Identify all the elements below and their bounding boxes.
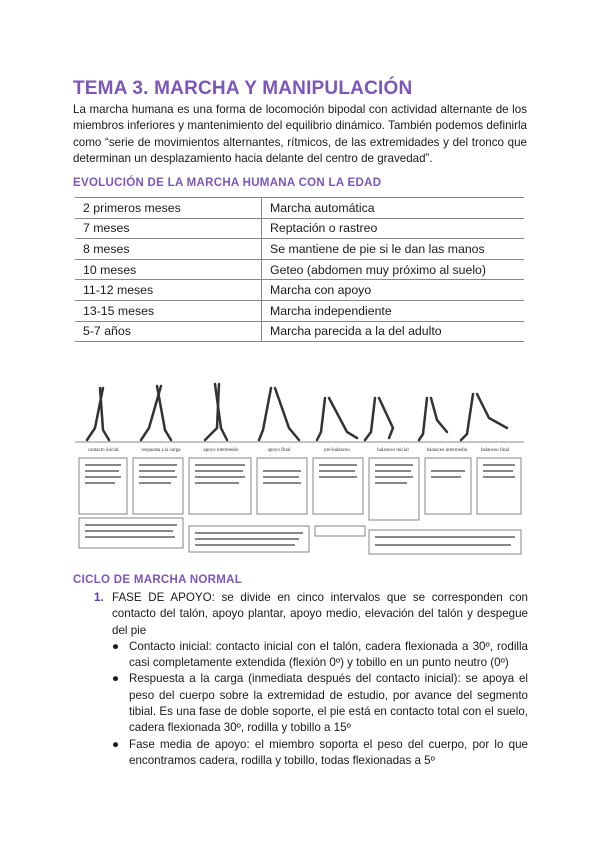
intro-paragraph: La marcha humana es una forma de locomoción bipodal con actividad alternante de los miembros inferiores y mantenimiento del equilibrio dinámico. También podemos definirla como “serie de movimientos alternantes, rítmicos, de las extremidades y del tronco que determinan un desplazamiento hacia delante del centro de gravedad”. [73,103,527,165]
bullet-icon: ● [112,672,120,686]
phase-label: balanceo inicial [377,448,409,453]
table-row [75,239,524,260]
sub-item-text: Respuesta a la carga (inmediata después del contacto inicial): se apoya el peso del cuerpo sobre la extremidad de estudio, por avance del segmento tibial. Es una fase de doble soporte, el pie está en contacto total con el suelo, cadera flexionada 30º, rodilla y tobillo a 15º [129,672,528,735]
page-title: TEMA 3. MARCHA Y MANIPULACIÓN [73,78,413,99]
sub-list-item [94,671,528,736]
stage-cell: Reptación o rastreo [262,218,525,239]
stage-cell: Marcha con apoyo [262,280,525,301]
item-text: FASE DE APOYO: se divide en cinco intervalos que se corresponden con contacto del talón, apoyo plantar, apoyo medio, elevación del talón y despegue del pie [112,591,528,637]
sub-list-item [94,737,528,770]
cycle-list [94,590,528,769]
table-row [75,198,524,219]
stage-cell: Marcha independiente [262,300,525,321]
table-row [75,218,524,239]
stage-cell: Se mantiene de pie si le dan las manos [262,239,525,260]
table-row [75,300,524,321]
evolution-table [75,197,524,342]
age-cell: 8 meses [75,239,262,260]
list-item [94,590,528,639]
cycle-heading: CICLO DE MARCHA NORMAL [73,574,243,586]
phase-label: balanceo intermedio [426,448,468,453]
phase-label: contacto inicial [87,448,119,453]
sub-item-text: Contacto inicial: contacto inicial con el talón, cadera flexionada a 30º, rodilla casi completamente extendida (flexión 0º) y tobillo en un punto neutro (0º) [129,639,528,670]
age-cell: 2 primeros meses [75,198,262,219]
phase-label: apoyo final [267,448,291,453]
bullet-icon: ● [112,639,120,653]
phase-label: apoyo intermedio [203,448,239,453]
age-cell: 10 meses [75,259,262,280]
phase-label: balanceo final [480,448,510,453]
stage-cell: Marcha automática [262,198,525,219]
age-cell: 13-15 meses [75,300,262,321]
table-row [75,280,524,301]
table-row [75,321,524,342]
table-row [75,259,524,280]
phase-label: respuesta a la carga [141,448,181,453]
sub-item-text: Fase media de apoyo: el miembro soporta el peso del cuerpo, por lo que encontramos cadera, rodilla y tobillo, todas flexionadas a 5º [129,737,528,767]
age-cell: 11-12 meses [75,280,262,301]
age-cell: 5-7 años [75,321,262,342]
age-cell: 7 meses [75,218,262,239]
phase-label: pre-balanceo [324,448,350,453]
stage-cell: Geteo (abdomen muy próximo al suelo) [262,259,525,280]
evolution-heading: EVOLUCIÓN DE LA MARCHA HUMANA CON LA EDAD [73,177,382,189]
gait-cycle-figure [75,358,524,556]
sub-list-item [94,639,528,672]
bullet-icon: ● [112,737,120,751]
item-number: 1. [94,591,104,604]
stage-cell: Marcha parecida a la del adulto [262,321,525,342]
